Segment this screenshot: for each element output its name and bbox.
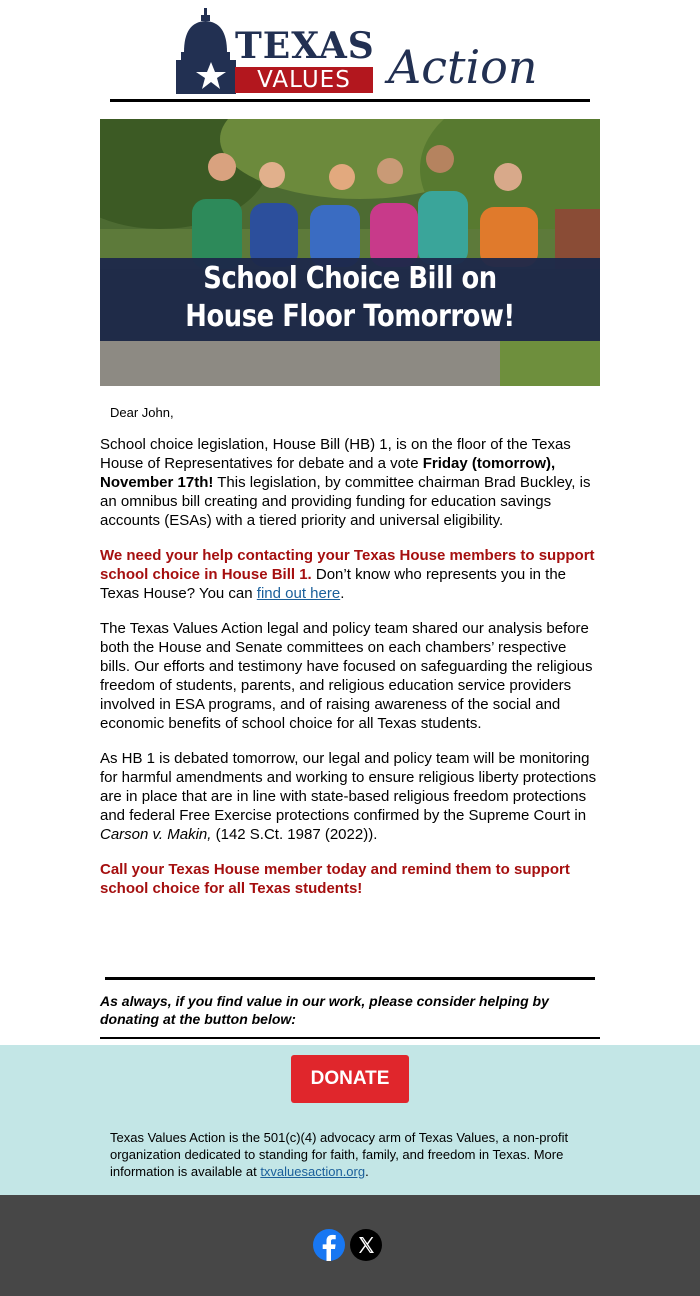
paragraph-intro: School choice legislation, House Bill (HB) 1, is on the floor of the Texas House of Representatives for debate and a vote Friday (tomorrow), November 17th! This legislation, by committee chairman Brad Buckley, is an omnibus bill creating and providing funding for education savings accounts (ESAs) with a tiered priority and universal eligibility. (100, 436, 591, 529)
header-divider (110, 99, 590, 102)
call-to-action-text: Call your Texas House member today and remind them to support school choice for all Texas students! (100, 861, 570, 897)
logo-action-text: Action (388, 40, 538, 94)
greeting: Dear John, (110, 405, 174, 420)
help-callout: We need your help contacting your Texas House members to support school choice in House Bill 1. (100, 547, 595, 583)
x-icon[interactable] (350, 1229, 382, 1261)
email-header (0, 0, 700, 100)
texas-values-action-logo[interactable] (174, 8, 538, 98)
email-body (100, 405, 600, 914)
paragraph-analysis: The Texas Values Action legal and policy team shared our analysis before both the House and Senate committees on each chambers’ respective bills. Our efforts and testimony have focused on safeguarding the religious freedom of students, parents, and religious education service providers involved in ESA programs, and of raising awareness of the social and economic benefits of school choice for all Texas students. (100, 620, 593, 732)
vote-date: Friday (tomorrow), November 17th! (100, 455, 556, 491)
closing-divider-bottom (100, 1037, 600, 1039)
x-glyph (350, 1229, 382, 1261)
website-link[interactable]: txvaluesaction.org (260, 1164, 366, 1179)
hero-image[interactable] (100, 119, 600, 386)
hero-title-line-1: School Choice Bill on (203, 261, 497, 296)
logo-values-bar (235, 67, 373, 93)
closing-message: As always, if you find value in our work, please consider helping by donating at the button below: (100, 993, 549, 1027)
logo-texas-text: TEXAS (235, 25, 375, 67)
children-with-backpacks-image (100, 119, 600, 386)
find-out-here-link[interactable]: find out here (256, 585, 341, 602)
paragraph-call-to-help: We need your help contacting your Texas House members to support school choice in House Bill 1. Don’t know who represents you in the Texas House? You can find out here. (100, 547, 595, 602)
facebook-glyph (313, 1229, 345, 1261)
facebook-icon[interactable] (313, 1229, 345, 1261)
footer-disclaimer: Texas Values Action is the 501(c)(4) advocacy arm of Texas Values, a non-profit organization dedicated to standing for faith, family, and freedom in Texas. More information is available at txvaluesaction.org. (110, 1130, 569, 1179)
paragraph-monitoring: As HB 1 is debated tomorrow, our legal and policy team will be monitoring for harmful amendments and working to ensure religious liberty protections are in place that are in line with state-based religious freedom protections and federal Free Exercise protections confirmed by the Supreme Court in Carson v. Makin, (142 S.Ct. 1987 (2022)). (100, 750, 597, 843)
closing-divider-top (105, 977, 595, 980)
case-citation: Carson v. Makin, (100, 826, 212, 843)
logo-values-text: VALUES (257, 67, 351, 93)
hero-title (135, 260, 565, 336)
capitol-dome-icon (174, 8, 238, 96)
donate-button[interactable]: DONATE (291, 1055, 409, 1103)
hero-title-line-2: House Floor Tomorrow! (185, 299, 515, 334)
